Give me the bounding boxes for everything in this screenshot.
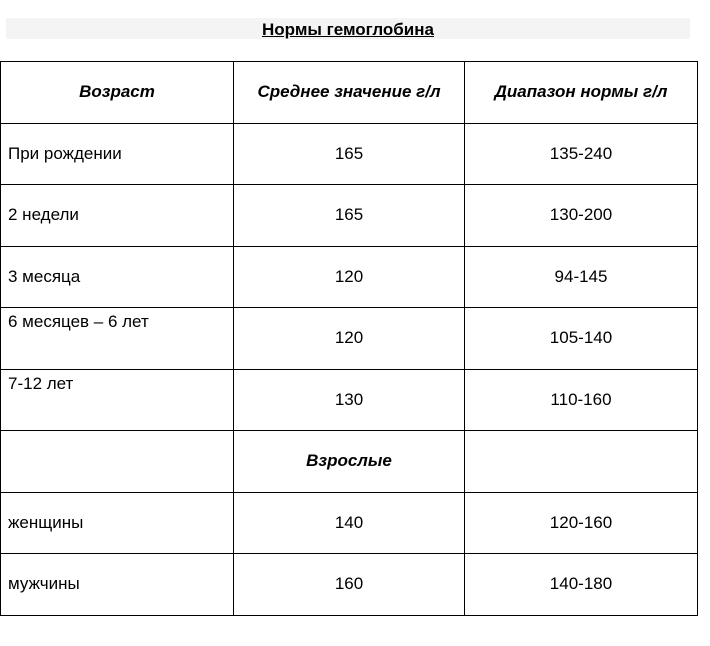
header-mean: Среднее значение г/л — [234, 62, 465, 124]
range-cell: 135-240 — [465, 123, 698, 185]
header-range: Диапазон нормы г/л — [465, 62, 698, 124]
range-cell: 120-160 — [465, 492, 698, 554]
table-row — [1, 123, 698, 185]
table-header-row — [1, 62, 698, 124]
range-cell: 130-200 — [465, 185, 698, 247]
age-cell: При рождении — [1, 123, 234, 185]
mean-cell: 120 — [234, 246, 465, 308]
range-cell: 94-145 — [465, 246, 698, 308]
age-cell: мужчины — [1, 554, 234, 616]
mean-cell: 165 — [234, 123, 465, 185]
mean-cell: 160 — [234, 554, 465, 616]
mean-cell: 165 — [234, 185, 465, 247]
range-cell: 105-140 — [465, 308, 698, 370]
age-cell: 3 месяца — [1, 246, 234, 308]
table-row — [1, 185, 698, 247]
table-row — [1, 492, 698, 554]
mean-cell: 120 — [234, 308, 465, 370]
mean-cell: 140 — [234, 492, 465, 554]
table-row — [1, 308, 698, 370]
section-label: Взрослые — [234, 431, 465, 493]
table-row — [1, 369, 698, 431]
range-cell: 140-180 — [465, 554, 698, 616]
hemoglobin-table — [0, 61, 698, 616]
age-cell: женщины — [1, 492, 234, 554]
mean-cell: 130 — [234, 369, 465, 431]
empty-cell — [1, 431, 234, 493]
age-cell: 6 месяцев – 6 лет — [1, 308, 234, 370]
age-cell: 2 недели — [1, 185, 234, 247]
page-title: Нормы гемоглобина — [262, 20, 434, 39]
empty-cell — [465, 431, 698, 493]
age-cell: 7-12 лет — [1, 369, 234, 431]
header-age: Возраст — [1, 62, 234, 124]
range-cell: 110-160 — [465, 369, 698, 431]
section-row-adults — [1, 431, 698, 493]
table-row — [1, 246, 698, 308]
table-row — [1, 554, 698, 616]
